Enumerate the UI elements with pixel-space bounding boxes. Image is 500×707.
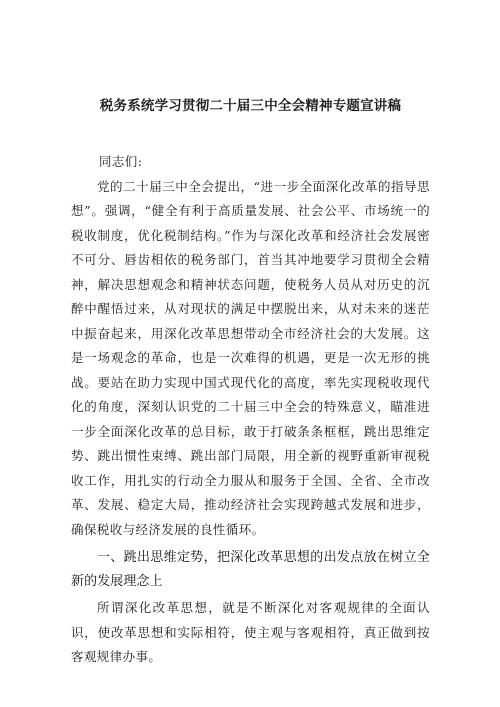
- section-paragraph: 所谓深化改革思想，就是不断深化对客观规律的全面认识，使改革思想和实际相符，使主观与客观相符，真正做到按客观规律办事。: [71, 600, 430, 664]
- salutation: 同志们:: [99, 154, 143, 169]
- document-title: 税务系统学习贯彻二十届三中全会精神专题宣讲稿: [99, 98, 402, 114]
- body-paragraph: 党的二十届三中全会提出，“进一步全面深化改革的指导思想”。强调，“健全有利于高质量发展、社会公平、市场统一的税收制度，优化税制结构。”作为与深化改革和经济社会发展密不可分、唇齿相依的税务部门，首当其冲地要学习贯彻全会精神，解决思想观念和精神状态问题，使税务人员从对历史的沉醉中醒悟过来，从对现状的满足中摆脱出来，从对未来的迷茫中振奋起来，用深化改革思想带动全市经济社会的大发展。这是一场观念的革命，也是一次难得的机遇，更是一次无形的挑战。要站在助力实现中国式现代化的高度，率先实现税收现代化的角度，深刻认识党的二十届三中全会的特殊意义，瞄准进一步全面深化改革的总目标，敢于打破条条框框，跳出思维定势、跳出惯性束缚、跳出部门局限，用全新的视野重新审视税收工作，用扎实的行动全力服从和服务于全国、全省、全市改革、发展、稳定大局，推动经济社会实现跨越式发展和进步，确保税收与经济发展的良性循环。: [71, 178, 430, 537]
- section-heading: 一、跳出思维定势，把深化改革思想的出发点放在树立全新的发展理念上: [71, 550, 430, 589]
